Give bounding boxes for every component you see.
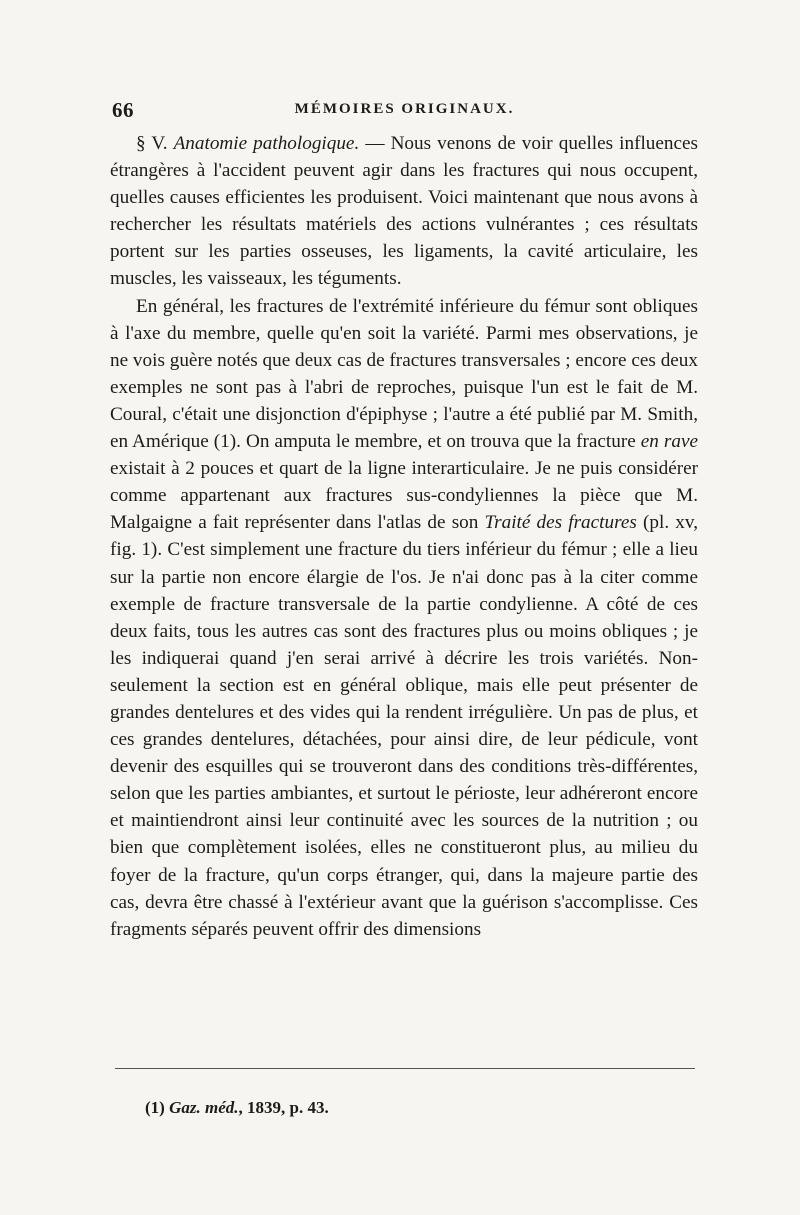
page-header (112, 98, 697, 124)
book-title: Traité des fractures (484, 512, 637, 534)
paragraph-fractures (110, 293, 698, 943)
paragraph-text: En général, les fractures de l'extrémité inférieure du fémur sont obliques à l'axe du membre, quelle qu'en soit la variété. Parmi mes observations, je ne vois guère notés que deux cas de fractures transversales ; encore ces deux exemples ne sont pas à l'abri de reproches, puisque l'un est le fait de M. Coural, c'était une disjonction d'épiphyse ; l'autre a été publié par M. Smith, en Amérique (1). On amputa le membre, et on trouva que la fracture (110, 295, 698, 453)
paragraph-text: (pl. xv, fig. 1). C'est simplement une fracture du tiers inférieur du fémur ; elle a lieu sur la partie non encore élargie de l'os. Je n'ai donc pas à la citer comme exemple de fracture transversale de la partie condylienne. A côté de ces deux faits, tous les autres cas sont des fractures plus ou moins obliques ; je les indiquerai quand j'en serai arrivé à décrire les trois variétés. Non-seulement la section est en général oblique, mais elle peut présenter de grandes dentelures et des vides qui la rendent irrégulière. Un pas de plus, et ces grandes dentelures, détachées, pour ainsi dire, de leur pédicule, vont devenir des esquilles qui se trouveront dans des conditions très-différentes, selon que les parties ambiantes, et surtout le périoste, leur adhéreront encore et maintiendront ainsi leur continuité avec les sources de la nutrition ; ou bien que complètement isolées, elles ne constitueront plus, au milieu du foyer de la fracture, qu'un corps étranger, qui, dans la majeure partie des cas, devra être chassé à l'extérieur avant que la guérison s'accomplisse. Ces fragments séparés peuvent offrir des dimensions (110, 512, 699, 940)
footnote-text: , 1839, p. 43. (238, 1098, 329, 1117)
section-title: Anatomie pathologique. (173, 133, 360, 154)
page-number: 66 (112, 98, 134, 122)
paragraph-anatomie (110, 130, 698, 293)
paragraph-text: — Nous venons de voir quelles influences étrangères à l'accident peuvent agir dans les fractures qui nous occupent, quelles causes efficientes les produisent. Voici maintenant que nous avons à rechercher les résultats matériels des actions vulnérantes ; ces résultats portent sur les parties osseuses, les ligaments, la cavité articulaire, les muscles, les vaisseaux, les téguments. (110, 133, 699, 290)
body-text (110, 130, 698, 943)
section-marker: § V. (136, 133, 174, 154)
footnote-rule (115, 1068, 695, 1069)
footnote (145, 1097, 545, 1119)
italic-phrase: en rave (640, 431, 698, 453)
footnote-marker: (1) (145, 1098, 170, 1117)
running-title: MÉMOIRES ORIGINAUX. (294, 101, 515, 117)
footnote-source: Gaz. méd. (169, 1098, 239, 1117)
paragraph-text: existait à 2 pouces et quart de la ligne interarticulaire. Je ne puis considérer comme appartenant aux fractures sus-condyliennes la pièce que M. Malgaigne a fait représenter dans l'atlas de son (110, 458, 698, 534)
